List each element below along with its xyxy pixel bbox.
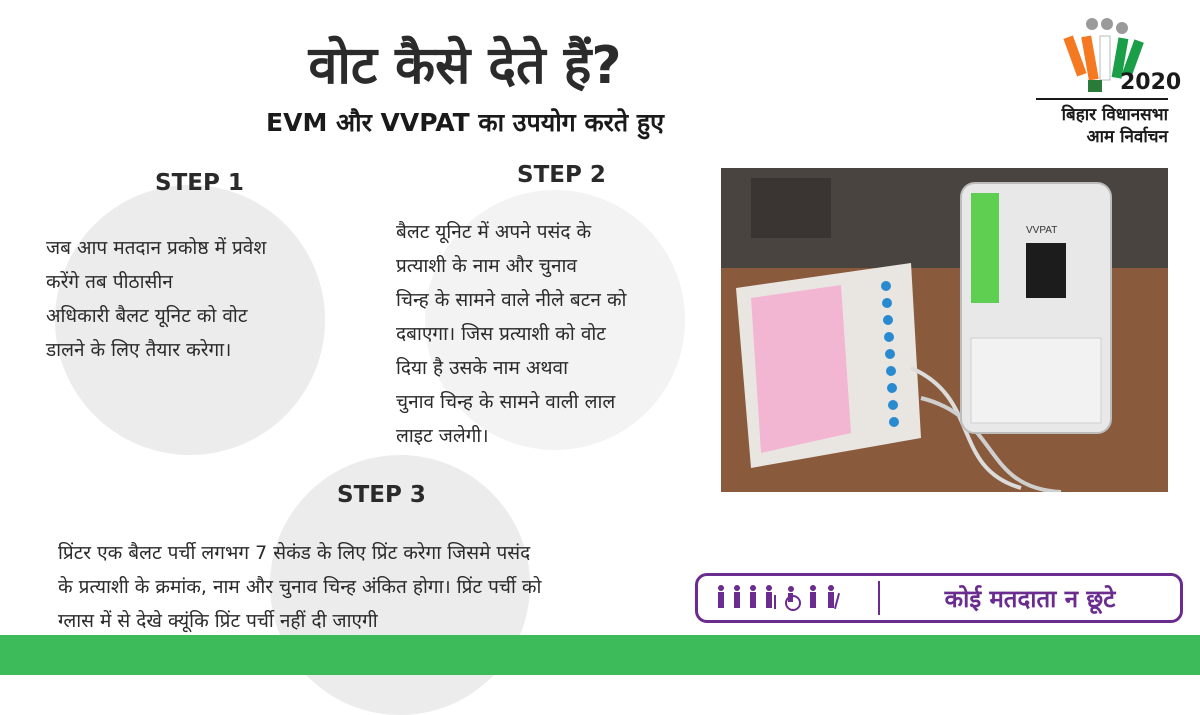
logo-line1: बिहार विधानसभा [1036,98,1168,125]
step1-line: डालने के लिए तैयार करेगा। [46,339,232,361]
step1-line: अधिकारी बैलट यूनिट को वोट [46,305,248,327]
slogan-banner [695,573,1183,623]
step3-line: प्रिंटर एक बैलट पर्ची लगभग 7 सेकंड के लिए प्रिंट करेगा जिसमे पसंद [58,542,531,564]
step1-line: जब आप मतदान प्रकोष्ठ में प्रवेश [46,237,267,259]
evm-vvpat-image [721,168,1168,492]
evm-vvpat-photo [721,168,1168,492]
step1-label: STEP 1 [155,170,244,196]
step2-line: चिन्ह के सामने वाले नीले बटन को [396,289,627,311]
step2-line: लाइट जलेगी। [396,425,489,447]
step3-line: के प्रत्याशी के क्रमांक, नाम और चुनाव चिन्ह अंकित होगा। प्रिंट पर्ची को [58,576,542,598]
step1-line: करेंगे तब पीठासीन [46,271,173,293]
step3-line: ग्लास में से देखे क्यूंकि प्रिंट पर्ची नहीं दी जाएगी [58,610,378,632]
step2-line: दबाएगा। जिस प्रत्याशी को वोट [396,323,606,345]
step2-line: दिया है उसके नाम अथवा [396,357,569,379]
election-logo [1030,10,1182,150]
step2-text [396,215,626,453]
logo-year: 2020 [1120,70,1182,95]
footer-bar [0,635,1200,675]
step2-line: प्रत्याशी के नाम और चुनाव [396,255,577,277]
logo-line2: आम निर्वाचन [1086,127,1168,147]
voter-figures-icon [698,576,878,620]
vvpat-text: VVPAT [1026,225,1058,236]
step2-label: STEP 2 [517,162,606,188]
step3-text [58,536,541,638]
step1-text [46,231,266,367]
step3-label: STEP 3 [337,482,426,508]
step2-line: चुनाव चिन्ह के सामने वाली लाल [396,391,616,413]
slogan-text: कोई मतदाता न छूटे [944,584,1116,613]
step2-line: बैलट यूनिट में अपने पसंद के [396,221,592,243]
page-subtitle: EVM और VVPAT का उपयोग करते हुए [266,108,664,137]
page-title: वोट कैसे देते हैं? [308,36,622,96]
